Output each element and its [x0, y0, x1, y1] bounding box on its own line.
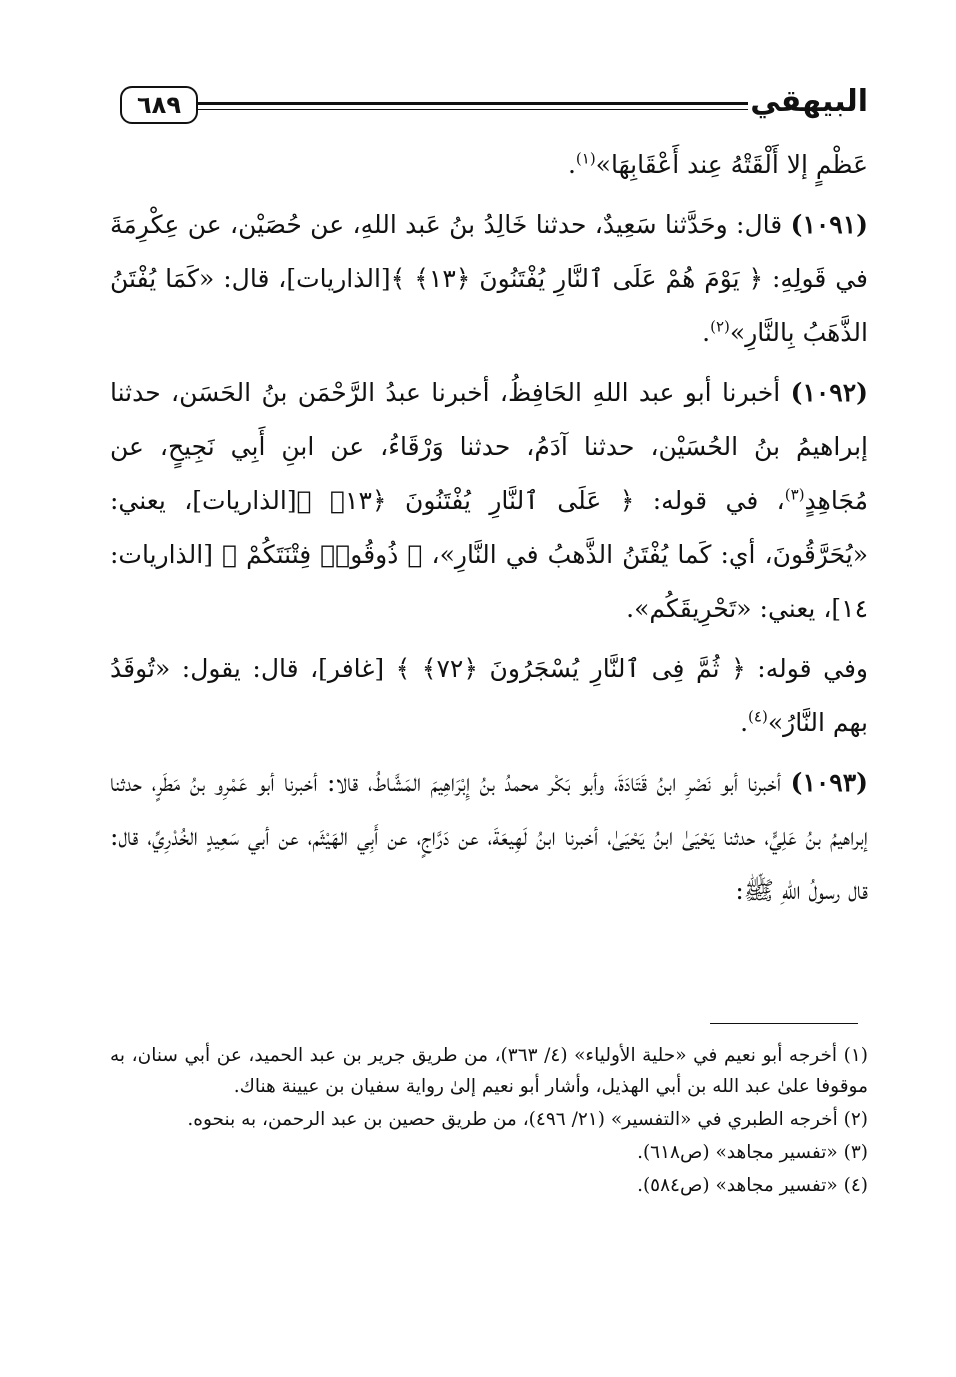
hadith-number: (١٠٩٣) — [790, 768, 869, 797]
hadith-1092: (١٠٩٢) أخبرنا أبو عبد اللهِ الحَافِظُ، أخبرنا عبدُ الرَّحْمَن بنُ الحَسَن، حدثنا إبراهيمُ بنُ الحُسَيْن، حدثنا آدَمُ، حدثنا وَرْقَاءُ، عن ابنِ أَبِي نَجِيحٍ، عن مُجَاهِدٍ$^{(٣)}$، في قوله: ﴿ عَلَى ٱلنَّارِ يُفْتَنُونَ ﴿١٣﴾ ﴾[الذاريات]، يعني: «يُحَرَّقُونَ، أي: كَما يُفْتَنُ الذَّهبُ في النَّارِ»، ﴿ ذُوقُوا۟ فِتْنَتَكُمْ ﴾ [الذاريات: ١٤]، يعني: «تَحْرِيقَكُم». — [110, 378, 868, 623]
hadith-number: (١٠٩٢) — [790, 378, 868, 407]
footnotes — [110, 1040, 868, 1203]
footnote-2: (٢) أخرجه الطبري في «التفسير» (٢١/ ٤٩٦)، من طريق حصين بن عبد الرحمن، به بنحوه. — [187, 1109, 868, 1130]
footnote-4: (٤) «تفسير مجاهد» (ص٥٨٤). — [637, 1175, 868, 1196]
page-number: ٦٨٩ — [120, 86, 198, 124]
page-header — [110, 82, 868, 128]
footnote-ref: (٢) — [710, 317, 730, 336]
book-title: البيهقي — [750, 84, 868, 119]
footnote-ref: (٤) — [748, 707, 768, 726]
paragraph-continuation: عَظْمٍ إلا أَلْقَتْهُ عِند أَعْقَابِهَا»$^{(١)}$. — [567, 149, 868, 179]
main-text — [110, 138, 868, 918]
footnote-separator — [710, 1023, 858, 1024]
header-rule — [198, 102, 748, 105]
hadith-1093: (١٠٩٣) أخبرنا أبو نَصْرِ ابنُ قَتَادَةَ، وأبو بَكْر محمدُ بنُ إِبْرَاهِيمَ المَشَّاطُ، قالا: أخبرنا أبو عَمْرِو بنُ مَطَرٍ، حدثنا إبراهيمُ بنُ عَلِيٍّ، حدثنا يَحْيَىٰ ابنُ يَحْيَىٰ، أخبرنا ابنُ لَهِيعَةَ، عن دَرَّاجٍ، عن أَبِي الهَيْثَم، عن أبي سَعِيدٍ الخُدْرِيِّ، قال: قال رسولُ اللهِ ﷺ: — [110, 768, 869, 905]
footnote-1: (١) أخرجه أبو نعيم في «حلية الأولياء» (٤/ ٣٦٣)، من طريق جرير بن عبد الحميد، عن أبي سنان، به موقوفا علىٰ عبد الله بن أبي الهذيل، وأشار أبو نعيم إلىٰ رواية سفيان بن عيينة هناك. — [110, 1045, 868, 1097]
paragraph-quran-ghafir: وفي قوله: ﴿ ثُمَّ فِى ٱلنَّارِ يُسْجَرُونَ ﴿٧٢﴾ ﴾ [غافر]، قال: يقول: «تُوقَدُ بهم النَّارُ»$^{(٤)}$. — [110, 654, 869, 737]
hadith-1091: (١٠٩١) قال: وحَدَّثنا سَعِيدٌ، حدثنا خَالِدُ بنُ عَبد اللهِ، عن حُصَيْن، عن عِكْرِمَةَ في قَولِهِ: ﴿ يَوْمَ هُمْ عَلَى ٱلنَّارِ يُفْتَنُونَ ﴿١٣﴾ ﴾[الذاريات]، قال: «كَمَا يُفْتَنُ الذَّهَبُ بِالنَّارِ»$^{(٢)}$. — [110, 210, 869, 347]
footnote-ref: (١) — [575, 149, 596, 168]
hadith-number: (١٠٩١) — [790, 210, 868, 239]
footnote-3: (٣) «تفسير مجاهد» (ص٦١٨). — [637, 1142, 868, 1163]
header-rule-thin — [198, 109, 748, 110]
footnote-ref: (٣) — [784, 485, 805, 504]
